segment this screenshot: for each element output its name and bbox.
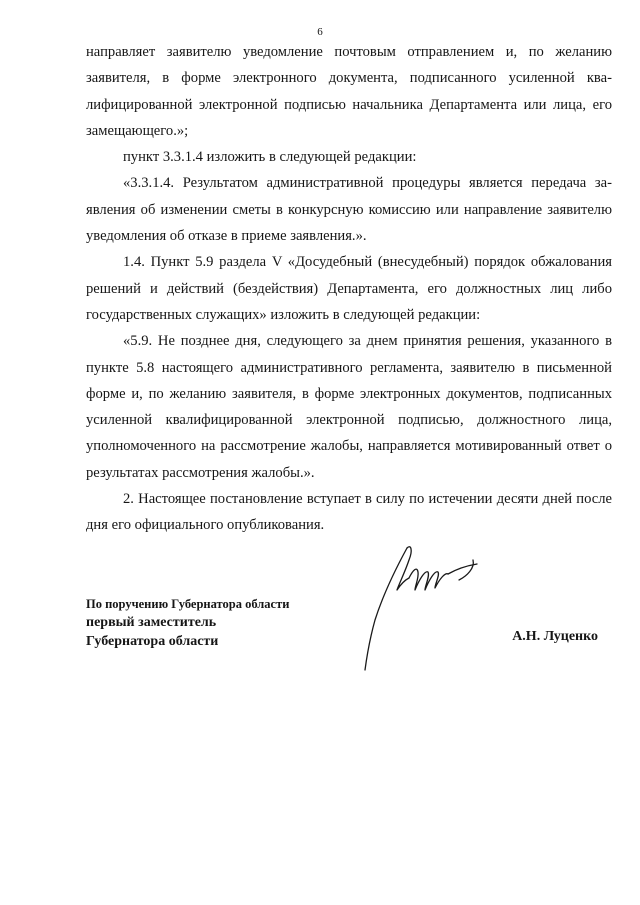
document-body — [86, 39, 612, 539]
paragraph-4: 1.4. Пункт 5.9 раздела V «Досудебный (внесудебный) порядок обжалования решений и действий (бездействия) Департамента, его должностных лиц либо государственных служащих» изложить в следующей редакции: — [86, 254, 612, 323]
handwritten-signature — [355, 540, 495, 675]
paragraph-2: пункт 3.3.1.4 изложить в следующей редакции: — [123, 149, 417, 166]
signatory-title-line-2: Губернатора области — [86, 634, 219, 649]
paragraph-3: «3.3.1.4. Результатом административной процедуры является передача заявления об изменении сметы в конкурсную комиссию или направление заявителю уведомления об отказе в приеме заявления.». — [86, 175, 612, 245]
paragraph-6: 2. Настоящее постановление вступает в силу по истечении десяти дней после дня его официального опубликования. — [86, 491, 612, 534]
signature-block — [86, 595, 289, 651]
signatory-title-line-1: первый заместитель — [86, 615, 217, 630]
signatory-authority-line: По поручению Губернатора области — [86, 597, 290, 611]
paragraph-1: направляет заявителю уведомление почтовым отправлением и, по желанию заявителя, в форме электронного документа, подписанного усиленной квалифицированной электронной подписью начальника Департамента или лица, его замещающего.»; — [86, 44, 612, 139]
page-number: 6 — [317, 26, 323, 38]
paragraph-5: «5.9. Не позднее дня, следующего за днем принятия решения, указанного в пункте 5.8 настоящего административного регламента, заявителю в письменной форме и, по желанию заявителя, в форме электронных документов, подписанных усиленной квалифицированной электронной подписью, должностного лица, уполномоченного на рассмотрение жалобы, направляется мотивированный ответ о результатах рассмотрения жалобы.». — [86, 333, 612, 481]
signer-name: А.Н. Луценко — [512, 629, 598, 644]
